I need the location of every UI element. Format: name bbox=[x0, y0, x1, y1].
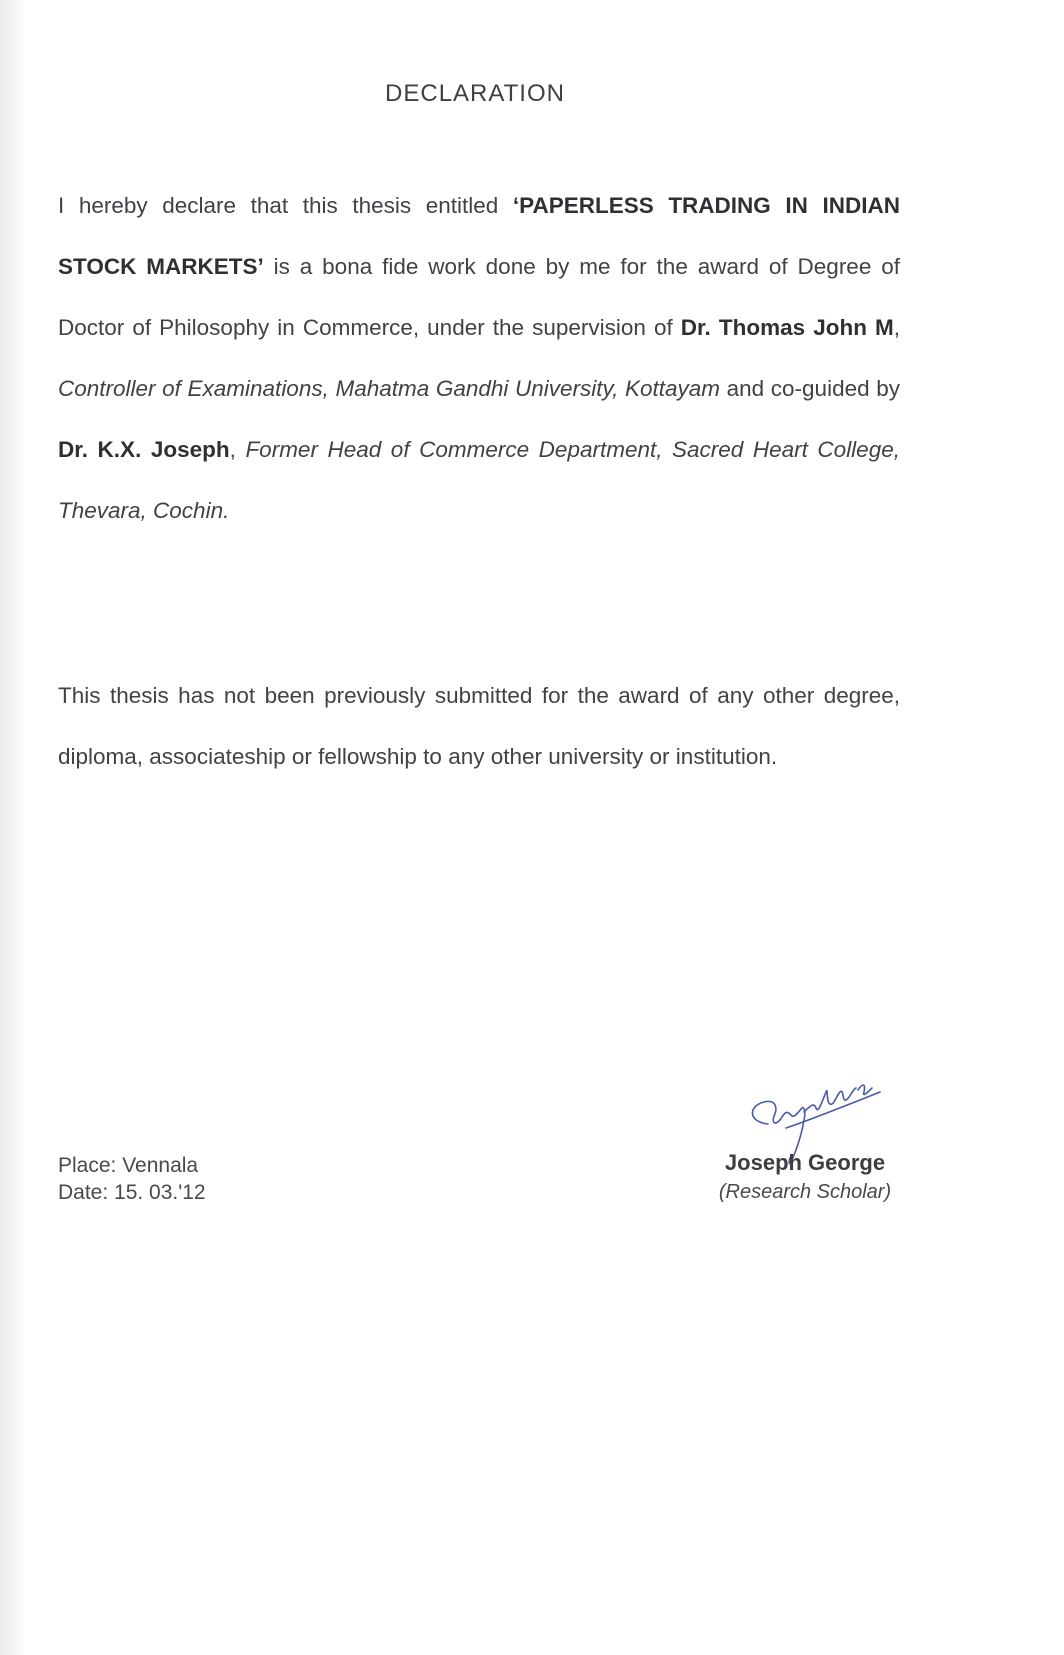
signer-name: Joseph George bbox=[724, 1150, 886, 1175]
signer-role: (Research Scholar) bbox=[718, 1181, 892, 1203]
supervisor-name: Dr. Thomas John M bbox=[680, 315, 894, 340]
place-line: Place: Vennala bbox=[58, 1154, 199, 1177]
para1-text-1: I hereby declare that this thesis entitled bbox=[58, 193, 513, 218]
para1-text-2: is a bona fide work done by me for the award of Degree of Doctor of Philosophy in Commerce, under the supervision of bbox=[58, 254, 900, 340]
para1-text-5: , bbox=[229, 437, 246, 462]
signer-block bbox=[700, 1148, 910, 1206]
non-submission-paragraph: This thesis has not been previously submitted for the award of any other degree, diploma, associateship or fellowship to any other university or institution. bbox=[58, 683, 900, 769]
supervisor-affiliation: Controller of Examinations, Mahatma Gandhi University, Kottayam bbox=[58, 376, 721, 401]
coguide-name: Dr. K.X. Joseph bbox=[58, 437, 230, 462]
coguide-affiliation: Former Head of Commerce Department, Sacred Heart College, Thevara, Cochin. bbox=[58, 437, 900, 523]
thesis-title: ‘PAPERLESS TRADING IN INDIAN STOCK MARKETS’ bbox=[58, 193, 900, 279]
date-line: Date: 15. 03.'12 bbox=[58, 1181, 206, 1204]
para1-text-4: and co-guided by bbox=[720, 376, 900, 401]
place-date-block bbox=[58, 1152, 206, 1206]
declaration-paragraph bbox=[58, 175, 900, 541]
para1-text-3: , bbox=[893, 315, 900, 340]
page-title: DECLARATION bbox=[385, 80, 565, 107]
